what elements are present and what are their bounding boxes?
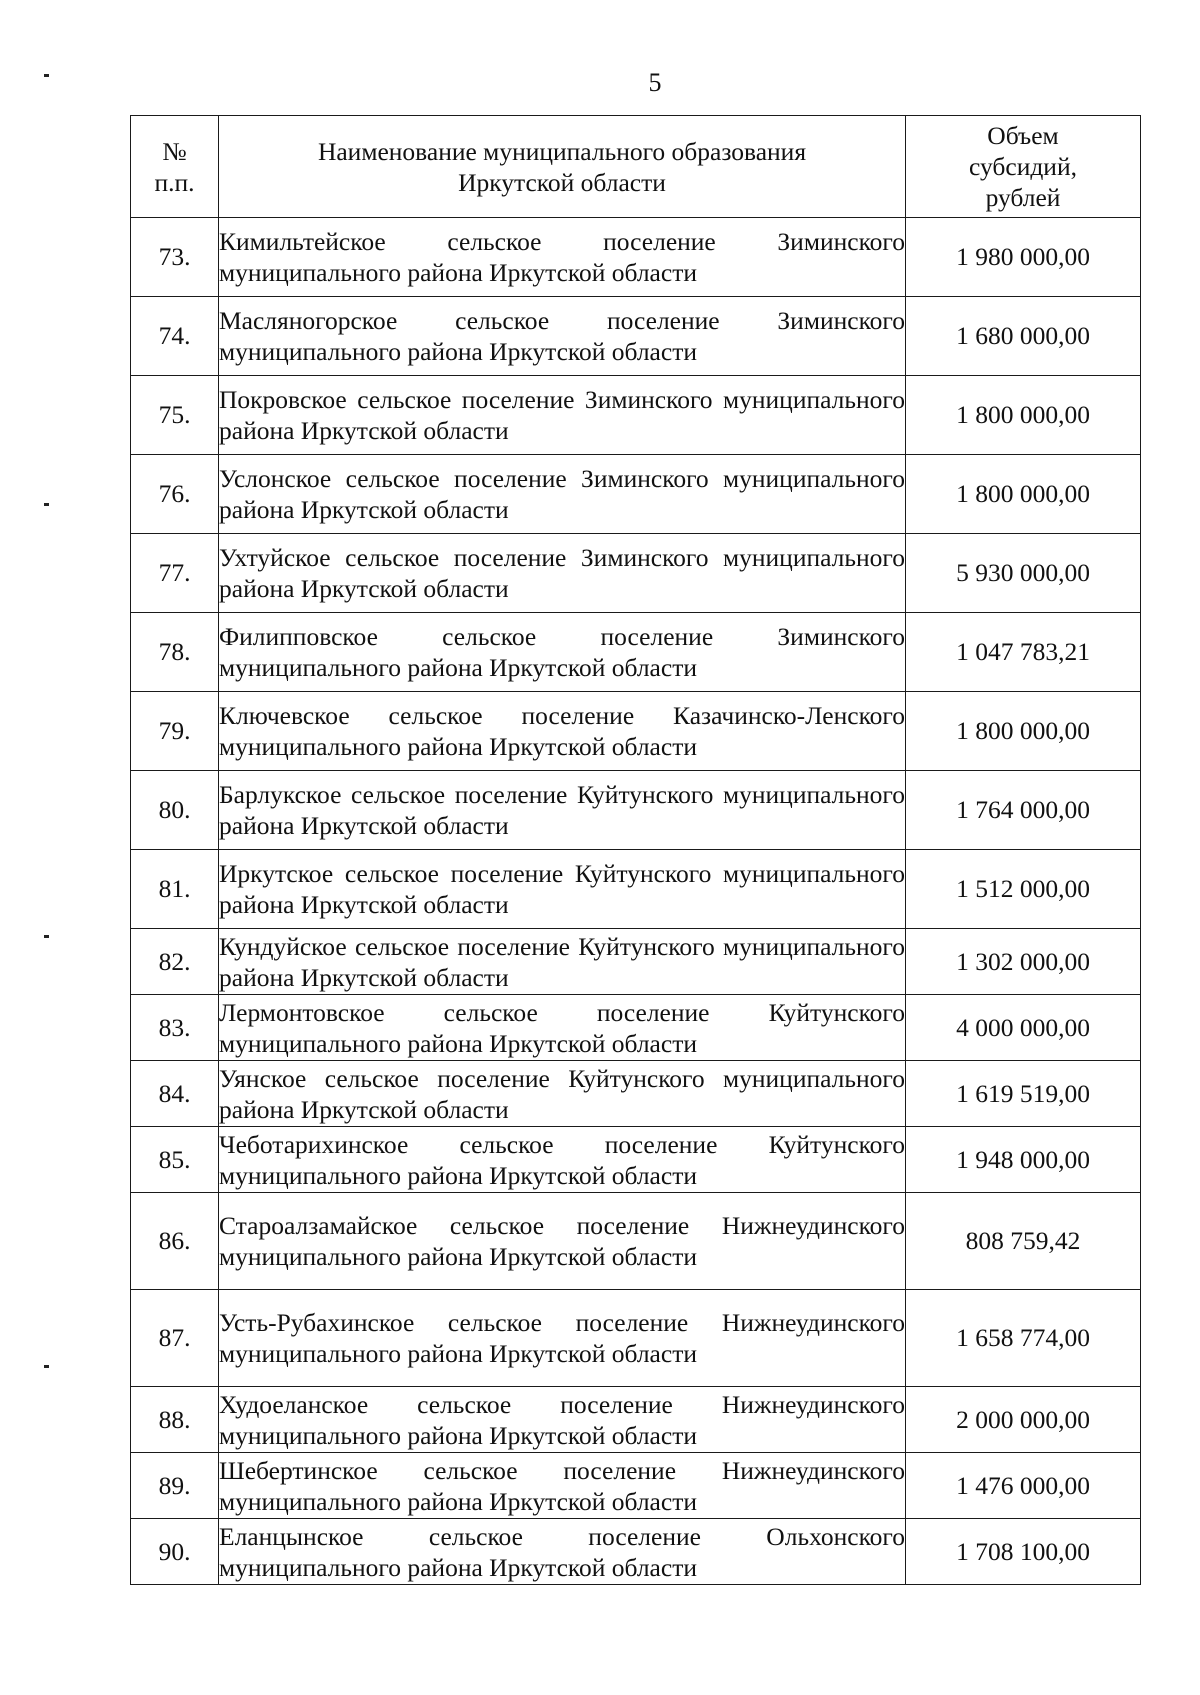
scan-speck	[44, 1365, 49, 1368]
row-name: Чеботарихинское сельское поселение Куйтунского муниципального района Иркутской области	[219, 1127, 906, 1193]
row-amount: 1 800 000,00	[906, 376, 1141, 455]
row-name: Филипповское сельское поселение Зиминского муниципального района Иркутской области	[219, 613, 906, 692]
table-row	[131, 692, 1141, 771]
row-number: 89.	[131, 1453, 219, 1519]
table-row	[131, 218, 1141, 297]
header-amount: Объем субсидий, рублей	[906, 116, 1141, 218]
page-number: 5	[648, 68, 662, 97]
table-row	[131, 1061, 1141, 1127]
scan-speck	[44, 74, 49, 77]
table-row	[131, 850, 1141, 929]
row-amount: 1 476 000,00	[906, 1453, 1141, 1519]
table-row	[131, 1127, 1141, 1193]
table-row	[131, 613, 1141, 692]
row-name: Барлукское сельское поселение Куйтунского муниципального района Иркутской области	[219, 771, 906, 850]
row-amount: 5 930 000,00	[906, 534, 1141, 613]
row-number: 75.	[131, 376, 219, 455]
table-row	[131, 1290, 1141, 1387]
row-amount: 1 800 000,00	[906, 455, 1141, 534]
row-name: Масляногорское сельское поселение Зиминского муниципального района Иркутской области	[219, 297, 906, 376]
row-number: 77.	[131, 534, 219, 613]
header-number: № п.п.	[131, 116, 219, 218]
row-name: Кимильтейское сельское поселение Зиминского муниципального района Иркутской области	[219, 218, 906, 297]
row-number: 74.	[131, 297, 219, 376]
row-name: Староалзамайское сельское поселение Нижнеудинского муниципального района Иркутской области	[219, 1193, 906, 1290]
row-number: 79.	[131, 692, 219, 771]
row-name: Уянское сельское поселение Куйтунского муниципального района Иркутской области	[219, 1061, 906, 1127]
row-number: 73.	[131, 218, 219, 297]
table-row	[131, 1387, 1141, 1453]
row-name: Худоеланское сельское поселение Нижнеудинского муниципального района Иркутской области	[219, 1387, 906, 1453]
table-row	[131, 771, 1141, 850]
row-name: Покровское сельское поселение Зиминского муниципального района Иркутской области	[219, 376, 906, 455]
row-number: 80.	[131, 771, 219, 850]
subsidy-table	[130, 115, 1141, 1585]
row-amount: 808 759,42	[906, 1193, 1141, 1290]
row-name: Ключевское сельское поселение Казачинско-Ленского муниципального района Иркутской области	[219, 692, 906, 771]
row-amount: 1 800 000,00	[906, 692, 1141, 771]
row-amount: 1 512 000,00	[906, 850, 1141, 929]
row-number: 87.	[131, 1290, 219, 1387]
row-amount: 1 764 000,00	[906, 771, 1141, 850]
row-amount: 1 047 783,21	[906, 613, 1141, 692]
row-number: 88.	[131, 1387, 219, 1453]
row-name: Усть-Рубахинское сельское поселение Нижнеудинского муниципального района Иркутской области	[219, 1290, 906, 1387]
table-row	[131, 376, 1141, 455]
row-name: Шебертинское сельское поселение Нижнеудинского муниципального района Иркутской области	[219, 1453, 906, 1519]
row-amount: 1 658 774,00	[906, 1290, 1141, 1387]
row-number: 76.	[131, 455, 219, 534]
row-number: 90.	[131, 1519, 219, 1585]
row-number: 86.	[131, 1193, 219, 1290]
table-row	[131, 455, 1141, 534]
row-number: 85.	[131, 1127, 219, 1193]
row-name: Лермонтовское сельское поселение Куйтунского муниципального района Иркутской области	[219, 995, 906, 1061]
table-row	[131, 1519, 1141, 1585]
row-number: 83.	[131, 995, 219, 1061]
row-amount: 4 000 000,00	[906, 995, 1141, 1061]
header-name: Наименование муниципального образования Иркутской области	[219, 116, 906, 218]
scan-speck	[44, 503, 49, 506]
row-amount: 1 980 000,00	[906, 218, 1141, 297]
row-amount: 1 680 000,00	[906, 297, 1141, 376]
scan-speck	[44, 935, 49, 938]
row-amount: 1 302 000,00	[906, 929, 1141, 995]
row-number: 82.	[131, 929, 219, 995]
table-row	[131, 297, 1141, 376]
row-number: 78.	[131, 613, 219, 692]
row-amount: 1 619 519,00	[906, 1061, 1141, 1127]
row-number: 84.	[131, 1061, 219, 1127]
row-name: Услонское сельское поселение Зиминского муниципального района Иркутской области	[219, 455, 906, 534]
header-row	[131, 116, 1141, 218]
row-amount: 1 708 100,00	[906, 1519, 1141, 1585]
row-amount: 2 000 000,00	[906, 1387, 1141, 1453]
table-row	[131, 995, 1141, 1061]
table-row	[131, 534, 1141, 613]
table-row	[131, 1453, 1141, 1519]
row-name: Кундуйское сельское поселение Куйтунского муниципального района Иркутской области	[219, 929, 906, 995]
row-number: 81.	[131, 850, 219, 929]
table-row	[131, 929, 1141, 995]
table-row	[131, 1193, 1141, 1290]
row-name: Еланцынское сельское поселение Ольхонского муниципального района Иркутской области	[219, 1519, 906, 1585]
row-name: Иркутское сельское поселение Куйтунского муниципального района Иркутской области	[219, 850, 906, 929]
row-amount: 1 948 000,00	[906, 1127, 1141, 1193]
row-name: Ухтуйское сельское поселение Зиминского муниципального района Иркутской области	[219, 534, 906, 613]
